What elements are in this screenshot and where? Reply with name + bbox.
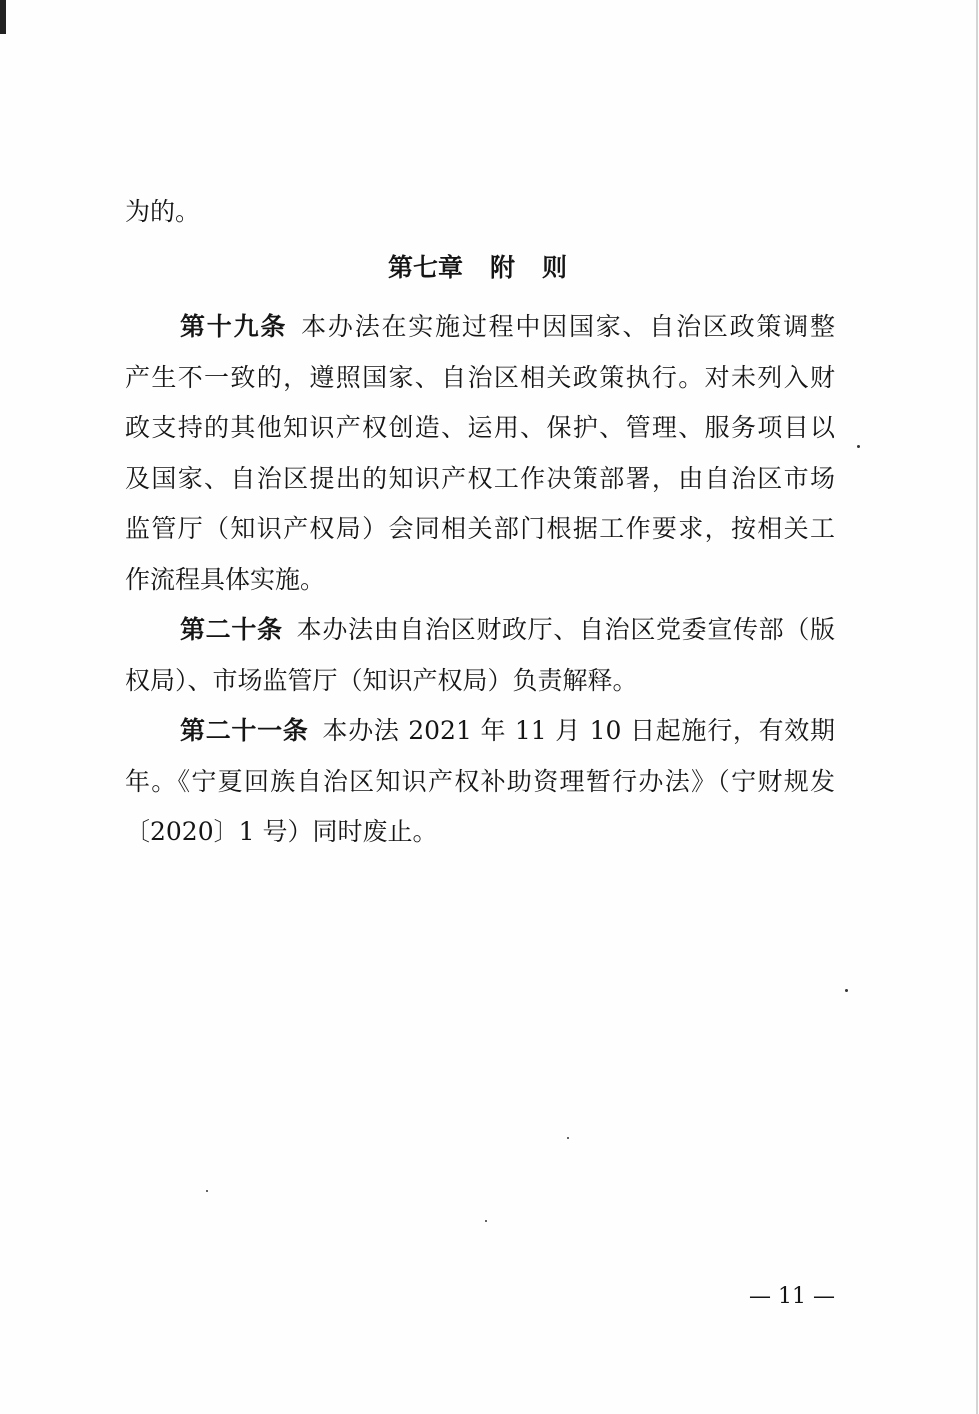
article-first-line xyxy=(125,706,835,757)
scan-mark xyxy=(0,0,6,34)
text-line: 权局）、市场监管厅（知识产权局）负责解释。 xyxy=(125,665,638,695)
article-first-line xyxy=(125,302,835,353)
text-line: 及国家、自治区提出的知识产权工作决策部署，由自治区市场 xyxy=(125,463,835,493)
article-label: 第二十条 xyxy=(180,615,283,644)
article-label: 第十九条 xyxy=(180,312,288,341)
chapter-heading xyxy=(388,243,567,293)
article-label: 第二十一条 xyxy=(180,716,309,745)
page-number: — 11 — xyxy=(749,1284,835,1309)
text-line: 〔2020〕1 号）同时废止。 xyxy=(125,817,438,846)
article-first-line xyxy=(125,605,835,656)
chapter-title-part: 附 xyxy=(490,253,516,282)
scan-speck xyxy=(206,1190,208,1192)
chapter-title-part: 则 xyxy=(542,253,568,282)
article-text: 本办法 2021 年 11 月 10 日起施行，有效期 xyxy=(322,716,835,745)
page-edge xyxy=(976,0,978,1414)
continuation-line: 为的。 xyxy=(125,197,201,226)
text-line: 政支持的其他知识产权创造、运用、保护、管理、服务项目以 xyxy=(125,413,835,442)
scan-speck xyxy=(845,989,848,992)
scan-speck xyxy=(857,445,860,448)
chapter-body xyxy=(125,302,835,858)
chapter-number: 第七章 xyxy=(388,253,464,282)
text-line: 产生不一致的，遵照国家、自治区相关政策执行。对未列入财 xyxy=(125,362,835,392)
text-line: 年。《宁夏回族自治区知识产权补助资理暂行办法》（宁财规发 xyxy=(125,766,835,796)
scan-speck xyxy=(567,1137,569,1139)
text-line: 作流程具体实施。 xyxy=(125,564,326,594)
scan-speck xyxy=(485,1220,487,1222)
text-line: 监管厅（知识产权局）会同相关部门根据工作要求，按相关工 xyxy=(125,514,835,543)
article-text: 本办法由自治区财政厅、自治区党委宣传部（版 xyxy=(296,615,835,644)
article-text: 本办法在实施过程中因国家、自治区政策调整 xyxy=(301,312,835,341)
